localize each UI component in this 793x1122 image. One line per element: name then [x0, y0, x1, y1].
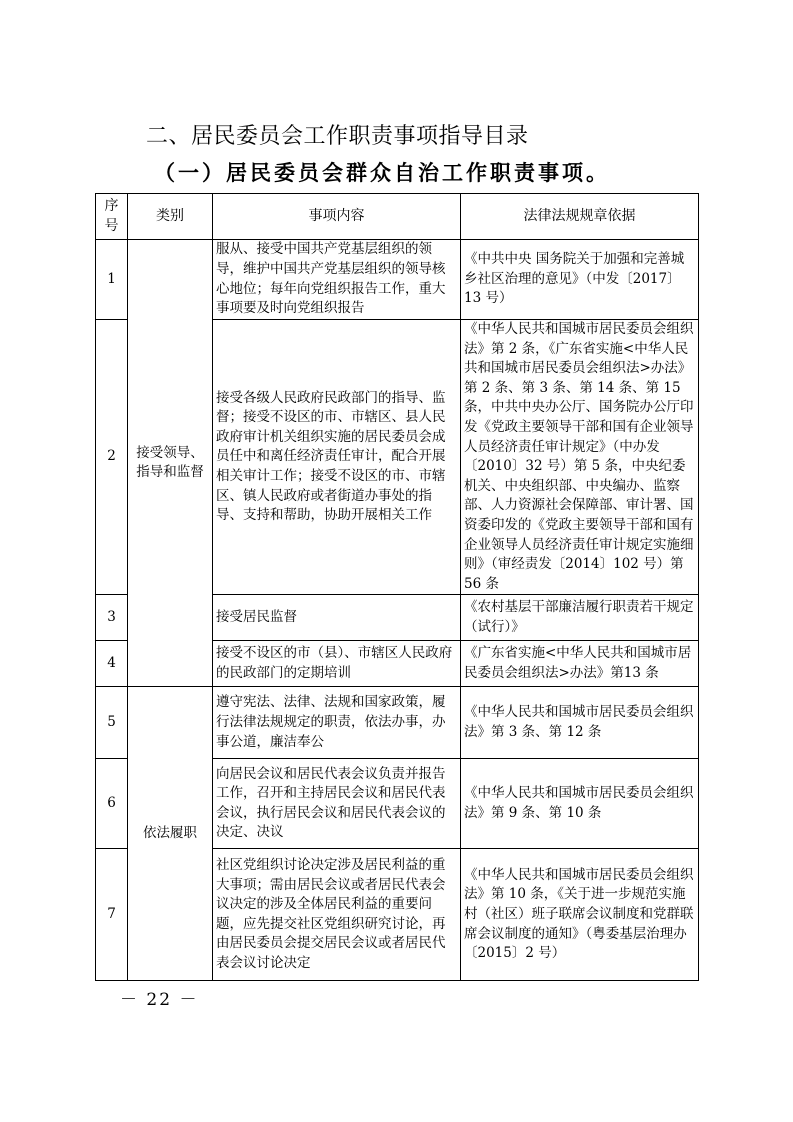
row-content: 向居民会议和居民代表会议负责并报告工作，召开和主持居民会议和居民代表会议，执行居民会议和居民代表会议的决定、决议: [213, 759, 461, 849]
row-basis: 《农村基层干部廉洁履行职责若干规定（试行）》: [461, 595, 699, 641]
duties-table: [95, 193, 699, 981]
header-content: 事项内容: [213, 194, 461, 240]
row-basis: 《广东省实施<中华人民共和国城市居民委员会组织法>办法》第13 条: [461, 641, 699, 687]
row-seq: 3: [96, 595, 128, 641]
row-content: 接受不设区的市（县）、市辖区人民政府的民政部门的定期培训: [213, 641, 461, 687]
table-row: [96, 687, 699, 759]
row-seq: 1: [96, 240, 128, 320]
table-row: [96, 240, 699, 320]
row-basis: 《中华人民共和国城市居民委员会组织法》第 10 条，《关于进一步规范实施村（社区）班子联席会议制度和党群联席会议制度的通知》（粤委基层治理办〔2015〕2 号）: [461, 849, 699, 981]
subsection-title: （一）居民委员会群众自治工作职责事项。: [154, 160, 610, 185]
table-header-row: [96, 194, 699, 240]
header-category: 类别: [128, 194, 213, 240]
header-basis: 法律法规规章依据: [461, 194, 699, 240]
row-content: 遵守宪法、法律、法规和国家政策，履行法律法规规定的职责，依法办事，办事公道，廉洁奉公: [213, 687, 461, 759]
row-seq: 7: [96, 849, 128, 981]
row-seq: 5: [96, 687, 128, 759]
row-basis: 《中华人民共和国城市居民委员会组织法》第 2 条，《广东省实施<中华人民共和国城市居民委员会组织法>办法》第 2 条、第 3 条、第 14 条、第 15 条，中共中央办公厅、国务院办公厅印发《党政主要领导干部和国有企业领导人员经济责任审计规定》（中办发〔2010〕32 号）第 5 条，中央纪委机关、中央组织部、中央编办、监察部、人力资源社会保障部、审计署、国资委印发的《党政主要领导干部和国有企业领导人员经济责任审计规定实施细则》（审经责发〔2014〕102 号）第 56 条: [461, 320, 699, 595]
row-seq: 2: [96, 320, 128, 595]
row-content: 接受各级人民政府民政部门的指导、监督；接受不设区的市、市辖区、县人民政府审计机关组织实施的居民委员会成员任中和离任经济责任审计，配合开展相关审计工作；接受不设区的市、市辖区、镇人民政府或者街道办事处的指导、支持和帮助，协助开展相关工作: [213, 320, 461, 595]
page-number: － 22 －: [120, 990, 199, 1010]
row-basis: 《中华人民共和国城市居民委员会组织法》第 9 条、第 10 条: [461, 759, 699, 849]
section-title: 二、居民委员会工作职责事项指导目录: [146, 124, 529, 149]
row-basis: 《中华人民共和国城市居民委员会组织法》第 3 条、第 12 条: [461, 687, 699, 759]
category-supervision: 接受领导、指导和监督: [128, 240, 213, 687]
row-content: 接受居民监督: [213, 595, 461, 641]
header-seq: 序号: [96, 194, 128, 240]
row-seq: 6: [96, 759, 128, 849]
row-seq: 4: [96, 641, 128, 687]
category-lawful: 依法履职: [128, 687, 213, 981]
row-content: 社区党组织讨论决定涉及居民利益的重大事项；需由居民会议或者居民代表会议决定的涉及全体居民利益的重要问题，应先提交社区党组织研究讨论，再由居民委员会提交居民会议或者居民代表会议讨论决定: [213, 849, 461, 981]
row-content: 服从、接受中国共产党基层组织的领导，维护中国共产党基层组织的领导核心地位；每年向党组织报告工作，重大事项要及时向党组织报告: [213, 240, 461, 320]
row-basis: 《中共中央 国务院关于加强和完善城乡社区治理的意见》（中发〔2017〕13 号）: [461, 240, 699, 320]
